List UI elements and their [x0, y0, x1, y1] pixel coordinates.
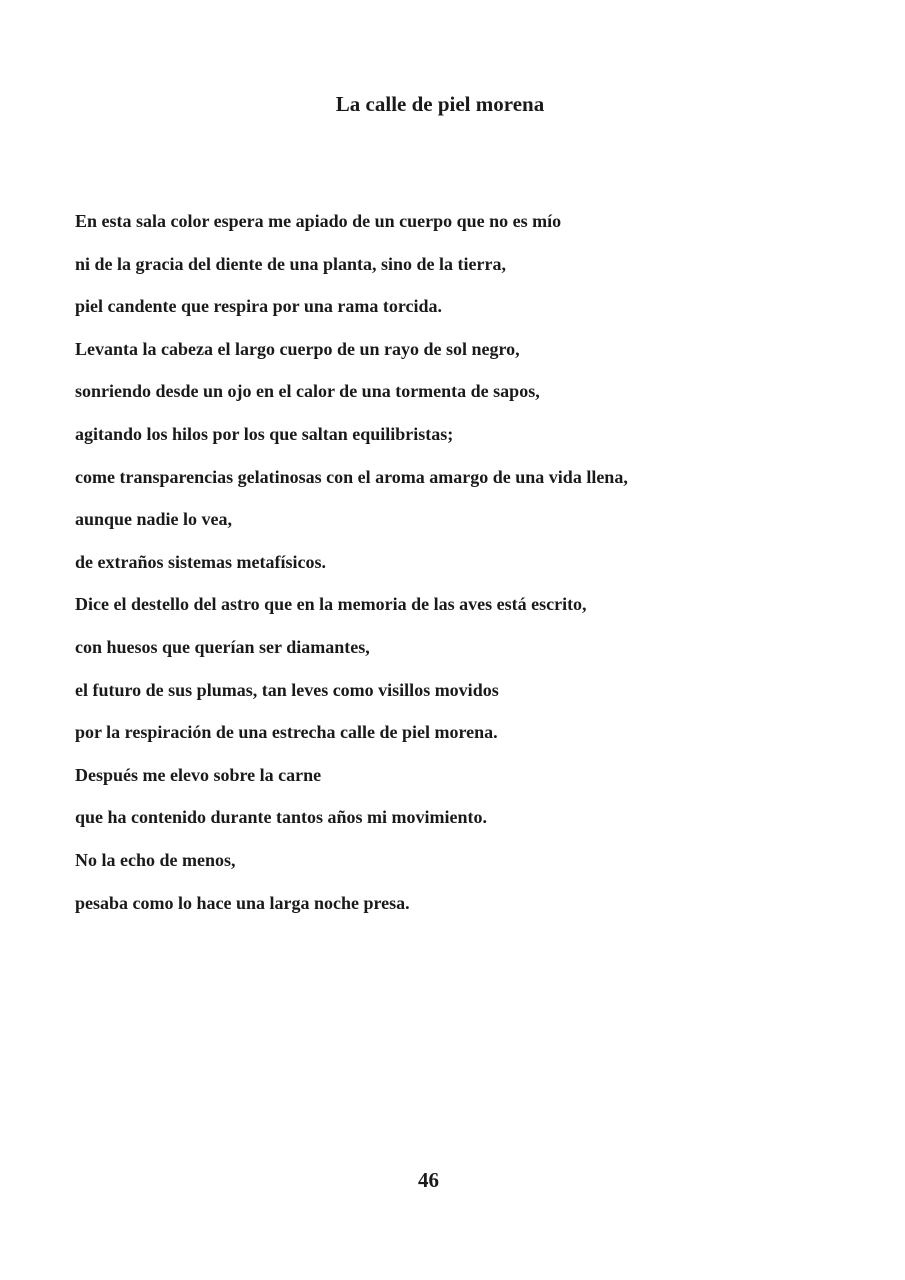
poem-line: pesaba como lo hace una larga noche presa. [75, 892, 410, 913]
poem-line: Después me elevo sobre la carne [75, 764, 322, 785]
poem-line: de extraños sistemas metafísicos. [75, 551, 326, 572]
poem-line: Dice el destello del astro que en la memoria de las aves está escrito, [75, 594, 587, 615]
poem-line: come transparencias gelatinosas con el aroma amargo de una vida llena, [75, 466, 628, 487]
poem-line: que ha contenido durante tantos años mi movimiento. [75, 807, 488, 828]
poem-line: ni de la gracia del diente de una planta, sino de la tierra, [75, 253, 507, 274]
poem-line: En esta sala color espera me apiado de un cuerpo que no es mío [75, 211, 562, 231]
poem-line: agitando los hilos por los que saltan equilibristas; [75, 423, 454, 444]
poem-line: sonriendo desde un ojo en el calor de una tormenta de sapos, [75, 381, 540, 402]
poem-title: La calle de piel morena [335, 92, 545, 116]
poem-line: con huesos que querían ser diamantes, [75, 636, 370, 657]
poem-line: piel candente que respira por una rama torcida. [75, 296, 443, 317]
poem-line: por la respiración de una estrecha calle de piel morena. [75, 722, 498, 743]
poem-line: Levanta la cabeza el largo cuerpo de un rayo de sol negro, [75, 338, 520, 359]
poem-line: el futuro de sus plumas, tan leves como visillos movidos [75, 679, 499, 700]
page-number: 46 [418, 1168, 439, 1192]
poem-line: No la echo de menos, [75, 849, 236, 870]
poem-line: aunque nadie lo vea, [75, 509, 233, 530]
poem-body [75, 200, 875, 924]
